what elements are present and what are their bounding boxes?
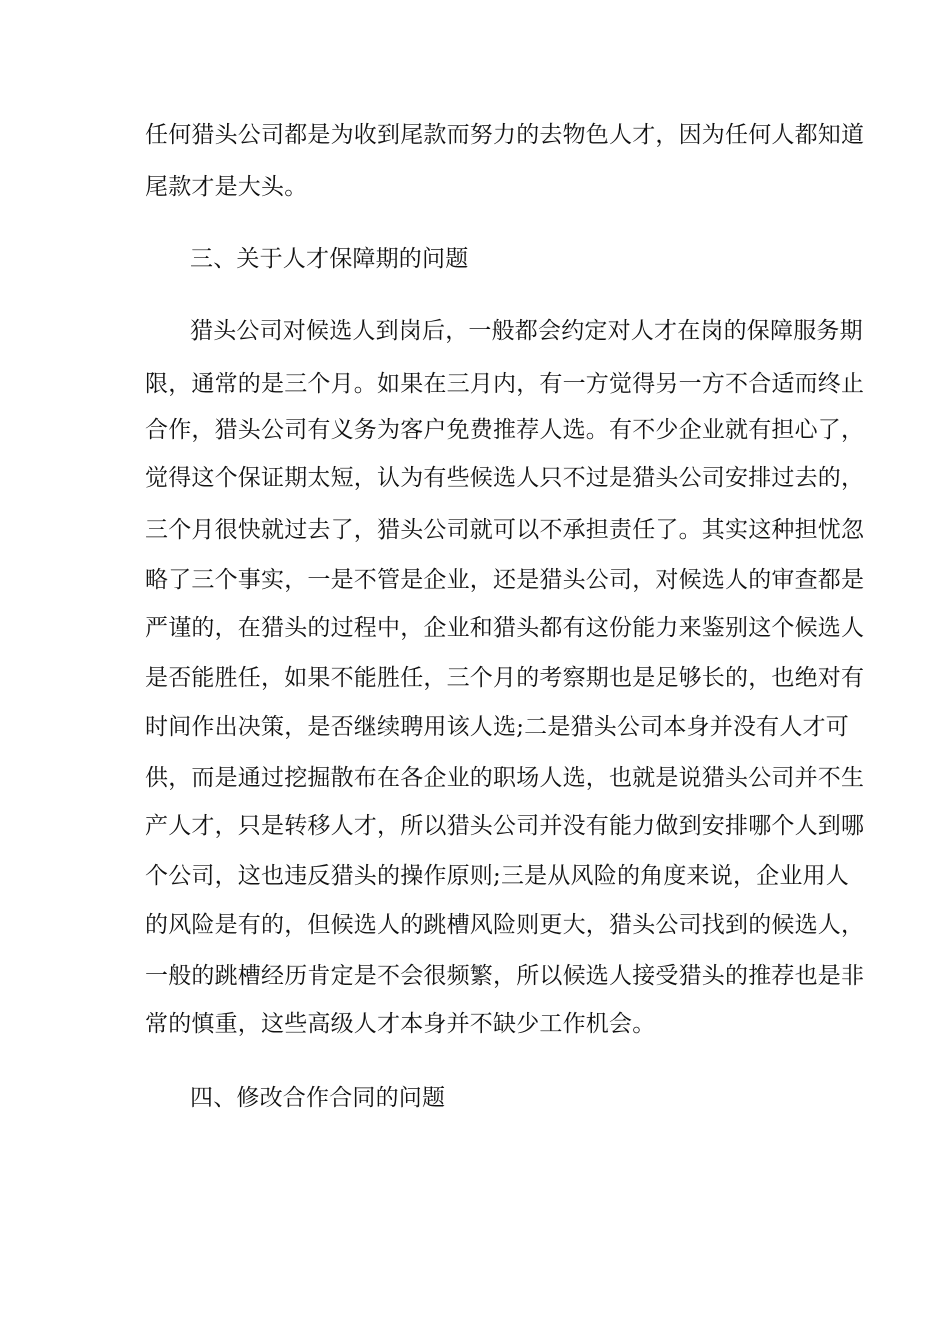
paragraph-line: 产人才，只是转移人才，所以猎头公司并没有能力做到安排哪个人到哪 (145, 813, 865, 839)
paragraph-line: 觉得这个保证期太短，认为有些候选人只不过是猎头公司安排过去的， (145, 465, 865, 491)
paragraph-line: 一般的跳槽经历肯定是不会很频繁，所以候选人接受猎头的推荐也是非 (145, 963, 865, 989)
paragraph-line: 时间作出决策，是否继续聘用该人选;二是猎头公司本身并没有人才可 (145, 714, 849, 740)
paragraph-line: 猎头公司对候选人到岗后，一般都会约定对人才在岗的保障服务期 (190, 318, 863, 344)
paragraph-line: 的风险是有的，但候选人的跳槽风险则更大，猎头公司找到的候选人， (145, 912, 865, 938)
section-heading: 三、关于人才保障期的问题 (190, 246, 469, 272)
section-heading: 四、修改合作合同的问题 (190, 1085, 446, 1111)
paragraph-line: 任何猎头公司都是为收到尾款而努力的去物色人才，因为任何人都知道 (145, 122, 865, 148)
paragraph-line: 尾款才是大头。 (145, 174, 308, 200)
paragraph-line: 严谨的，在猎头的过程中，企业和猎头都有这份能力来鉴别这个候选人 (145, 615, 865, 641)
paragraph-line: 供，而是通过挖掘散布在各企业的职场人选，也就是说猎头公司并不生 (145, 765, 865, 791)
paragraph-line: 是否能胜任，如果不能胜任，三个月的考察期也是足够长的，也绝对有 (145, 665, 865, 691)
paragraph-line: 略了三个事实，一是不管是企业，还是猎头公司，对候选人的审查都是 (145, 567, 865, 593)
paragraph-line: 个公司，这也违反猎头的操作原则;三是从风险的角度来说，企业用人 (145, 863, 849, 889)
paragraph-line: 三个月很快就过去了，猎头公司就可以不承担责任了。其实这种担忧忽 (145, 517, 865, 543)
paragraph-line: 合作，猎头公司有义务为客户免费推荐人选。有不少企业就有担心了， (145, 417, 865, 443)
paragraph-line: 常的慎重，这些高级人才本身并不缺少工作机会。 (145, 1011, 656, 1037)
paragraph-line: 限，通常的是三个月。如果在三月内，有一方觉得另一方不合适而终止 (145, 371, 865, 397)
